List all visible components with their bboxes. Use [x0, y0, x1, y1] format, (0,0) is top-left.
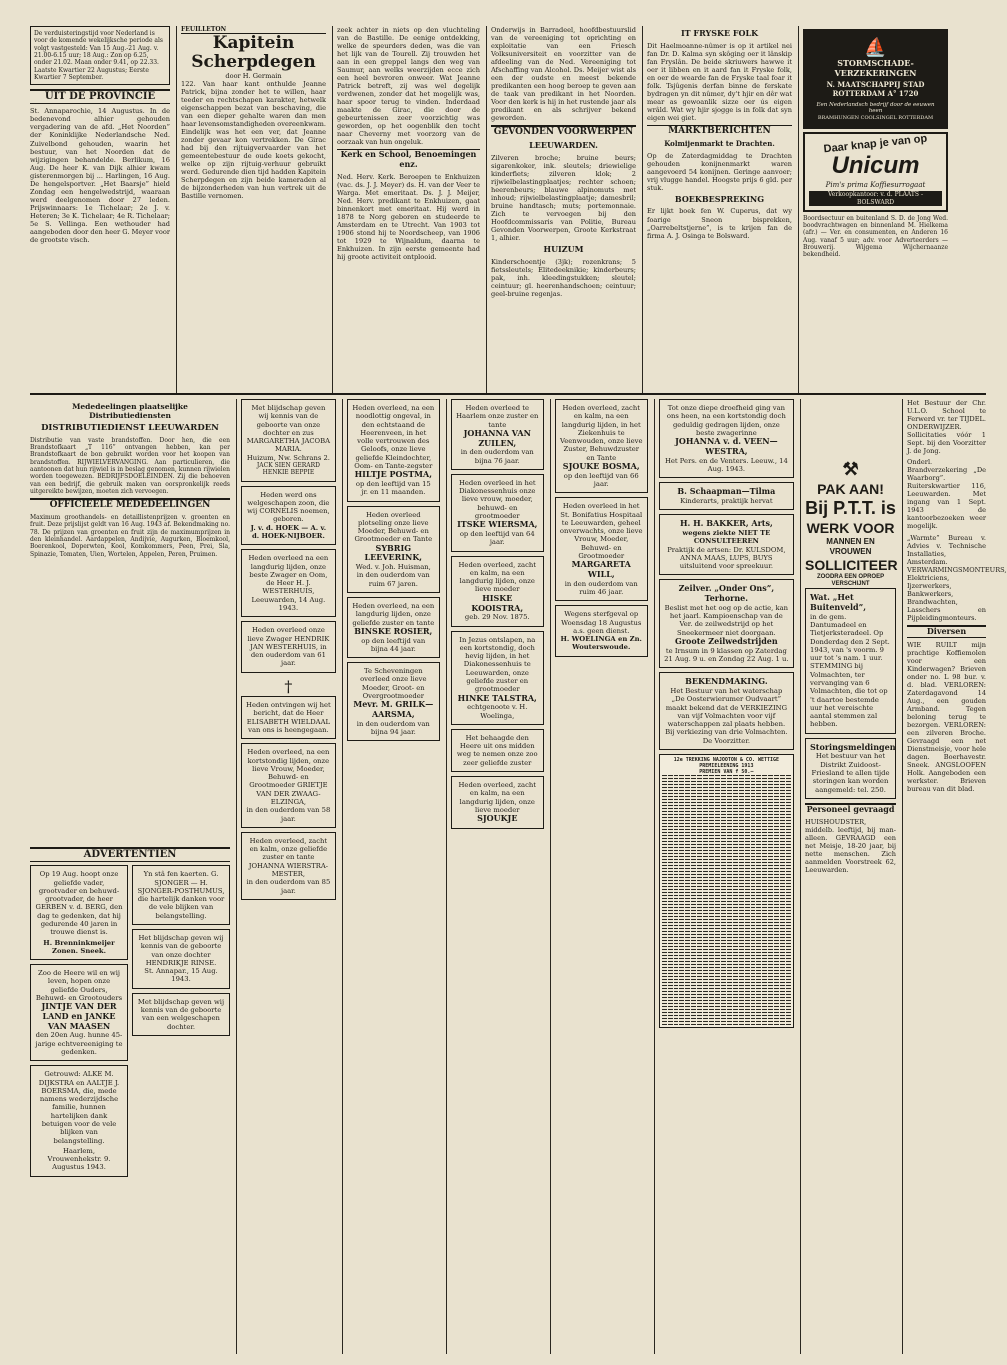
death-notice-5: Het behaagde den Heere uit ons midden weg te nemen onze zoo zeer geliefde zuster: [451, 729, 544, 772]
adv2-names: JINTJE VAN DER LAND en JANKE VAN MAASEN: [41, 1001, 117, 1031]
c5d6-text: Heden overleed, zacht en kalm, na een langdurig lijden, onze lieve moeder: [458, 780, 537, 814]
adv-birth-2: Met blijdschap geven wij kennis van de geboorte van een welgeschapen dochter.: [132, 993, 230, 1036]
bakker-notice: [659, 514, 794, 575]
classified-3: „Warmte” Bureau v. Advies v. Technische Installaties, Amsterdam. VERWARMINGSMONTEURS, Elektriciens, Ijzerwerkers, Bankwerkers, Brandwachten, Lasschers en Pijpleidingmonteurs.: [907, 533, 1007, 622]
huizum-text: Kinderschoentje (3jk); rozenkrans; 5 fietssleutels; Elitedeeknikie; kinderbeurs; pak, inh. kleedingstukken; sleutel; ceintuur; gl. heerenhandschoen; ceintuur; geel-bruine regenjas.: [491, 258, 636, 299]
c4d1-age: op den leeftijd van 15 jr. en 11 maanden.: [355, 480, 431, 497]
death-rosier: [347, 597, 440, 658]
classified-2: Onderl. Brandverzekering „De Waarborg”. Ruiterskwartier 116, Leeuwarden. Met ingang van 1 Sept. 1943 de kantoorbezoeken weer mogelijk.: [907, 458, 987, 531]
death1-text: Heden overleed na een langdurig lijden, onze beste Zwager en Oom, de Heer H. J. WESTERHUIS,: [248, 554, 329, 596]
birth-notice-2: [241, 486, 336, 546]
adv-jubilee: [30, 865, 128, 960]
feuilleton-title: Kapitein Scherpdegen: [191, 33, 316, 72]
ptt-line1: PAK AAN!: [817, 480, 884, 497]
buitenveld-notice: [805, 588, 896, 733]
feuilleton-text: 122. Van haar kant onthulde Jeanne Patrick, bijna zonder het te willen, haar teeder en rechtschapen karakter, hetwelk eigenschappen bezat van beschaving, die van een dieper gehalte waren dan men haar levensomstandigheden overeenkwam. Eindelijk was het een ver, dat Jeanne zonder gevaar kon vertrekken. De Girac had bij den rijtuigvervaarder van het gemeentebestuur de oude koets gekocht, welke op zijn rijtuig-verhuur gebruikt werd. Gedurende dien tijd hadden Kapitein Scherpdegen en zijn beide kameraden al de bijzonderheden van hun vertrek uit de Bastille vernomen.: [181, 79, 326, 201]
boek-text: Er lijkt boek fen W. Cuperus, dat wy foarige Sneon bisprekken, „Oarrebeltstjerne”, is te krijen fan de firma A. J. Osinga te Bolsward.: [647, 207, 792, 240]
c6d2-name: MARGARETA WILL,: [571, 559, 631, 579]
c4d3-text: Heden overleed, na een langdurig lijden, onze geliefde zuster en tante: [352, 602, 435, 627]
c5d4-age: echtgenoote v. H. Woelinga,: [467, 703, 528, 720]
bakker-sub: wegens ziekte NIET TE CONSULTEEREN: [682, 528, 771, 546]
death-wiersma: [451, 474, 544, 552]
zeil-name: Zeilver. „Onder Ons”, Terhorne.: [678, 583, 775, 604]
c6d1-age: op den leeftijd van 66 jaar.: [563, 471, 639, 488]
birth-notice-1: [241, 399, 336, 482]
bek-text: Het Bestuur van het waterschap „De Oosterwierumer Oudvaart” maakt bekend dat de VERKIEZING van vijf Volmachten voor vijf waterschappen zal plaats hebben. Bij verkiezing van drie Volmachten. De Voorzitter.: [665, 687, 788, 745]
diversen-text: WIE RUILT mijn prachtige Koffiemolen voor een Kinderwagen? Brieven onder no. L 98 bur. v. d. blad. VERLOREN: Zaterdagavond 14 Aug., een gouden Armband. Tegen beloning terug te bezorgen. VERLOREN: een zilveren Broche. Gevraagd een net Dienstmeisje, voor hele dagen. Boerhavestr. Sneek. ANGSLOOFEN Holk. Aangeboden een werkster. Brieven bureau van dit blad.: [907, 640, 987, 794]
adv1-text: Op 19 Aug. hoopt onze geliefde vader, grootvader en behuwd-grootvader, de heer GERBEN v. d. BERG, den dag te gedenken, dat hij gedurende 40 jaren in trouwe dienst is.: [35, 870, 123, 937]
death-leeverink: [347, 506, 440, 593]
c6-dank-name: JOHANNA v. d. VEEN—WESTRA,: [675, 436, 778, 456]
death5-text: Heden overleed, zacht en kalm, onze geliefde zuster en tante JOHANNA WIERSTRA-MESTER,: [248, 836, 329, 878]
bottom-col-5: [550, 399, 648, 1354]
personeel-text: HUISHOUDSTER, middelb. leeftijd, bij man-alleen. GEVRAAGD een net Meisje, 18-20 jaar, bij nette menschen. Zich aanmelden Voorstreek 62, Leeuwarden.: [805, 817, 897, 874]
cross-icon: †: [284, 676, 293, 696]
blackout-notice: De verduisteringstijd voor Nederland is voor de komende wekelijksche periode als volgt vastgesteld: Van 15 Aug.-21 Aug. v. 21.00-6.15 uur; 18 Aug.: Zon op 6.25, onder 21.02. Maan onder 9.41, op 22.33. Laatste Kwartier 22 Augustus; Eerste Kwartier 7 September.: [30, 26, 170, 85]
groote-name: Groote Zeilwedstrijden: [675, 636, 778, 646]
bottom-col-2: [236, 399, 336, 1354]
death-wierstra: [241, 832, 336, 900]
death-vanzuilen: [451, 399, 544, 470]
adv-col-b: [132, 865, 230, 1180]
top-col-1: [30, 26, 170, 393]
c5d2-name: ITSKE WIERSMA,: [457, 519, 538, 530]
kerk-continued: Onderwijs in Barradeel, hoofdbestuurslid van de vereeniging tot oprichting en exploitatie van een Friesch Volksuniversiteit en voorzitter van de afdeeling van de Ned. Vereeniging tot Afschaffing van Alcohol. Ds. Meijer wist als een der oudste en meest bekende predikanten een hoog beroep te geven aan de taak van predikant in het Noorden. Voor den kerk is hij in het rustende jaar als predikant en als schrijver bekend geworden.: [491, 26, 636, 123]
death-sjoukje: [451, 776, 544, 829]
gevonden-sub: LEEUWARDEN.: [529, 140, 598, 151]
stormschade-ad: [803, 29, 948, 129]
distrib-text: Distributie van vaste brandstoffen. Door hen, die een Brandstofkaart „T 116” ontvangen hebben, kan per Brandstofkaart de bon gebruikt worden voor het koopen van brandstoffen. RIJWIELVERVANGING. Aan particulieren, die aantoonen dat hun rijwiel is in beslag genomen, kunnen rijwielen worden toegewezen. BEDRIJFSDOELEINDEN. Zij die behoeven van een bedrijf, die gebruik maken van oorspronkelijk reeds uitgereikte bewijzen, moeten zich vervoegen.: [30, 436, 230, 495]
lottery-numbers: [662, 775, 791, 1025]
c5d4-name: HINKE TALSTRA,: [457, 692, 537, 703]
adv-birth-text: Het blijdschap geven wij kennis van de geboorte van onze dochter HENDRIKJE RINSE.: [138, 933, 224, 967]
distrib-title: Mededeelingen plaatselijke Distributiediensten: [72, 402, 188, 421]
classified-1: Het Bestuur der Chr. U.L.O. School te Ferwerd vr. ter TIJDEL. ONDERWIJZER. Sollicitaties vóór 1 Sept. bij den Voorzitter J. de Jong.: [907, 399, 987, 456]
provincie-title: UIT DE PROVINCIE: [30, 89, 170, 104]
zeil-notice: [659, 579, 794, 668]
c5d2-text: Heden overleed in het Diakonessenhuis onze lieve vrouw, moeder, behuwd- en grootmoeder: [458, 478, 536, 521]
top-col-2: [176, 26, 326, 393]
death-will: [555, 497, 648, 601]
birth1-place: Huizum, Nw. Schrans 2.: [246, 453, 330, 462]
officieel-text: Maximum groothandels- en detaillistenprijzen v. groenten en fruit. Deze prijslijst geldt van 16 Aug. 1943 af. Bekendmaking no. 78. De prijzen van groenten en fruit zijn de maximumprijzen in den kleinhandel. Aardappelen, Andijvie, Augurken, Bloemkool, Boerenkool, Doperwten, Kool, Komkommers, Peen, Prei, Sla, Spinazie, Tomaten, Uien, Wortelen, Appelen, Peren, Pruimen.: [30, 514, 230, 558]
gevonden-text: Zilveren broche; bruine beurs; sigarenkoker, ink. sleutels; driewielige kinderfiets; zilveren klok; 2 rijwielbelastingplaatjes; rechter schoen; heerenbeurs; blauwe alpinomuts met inhoud; rijwielbelastingplaatje; damesbril; bruine handtasch; muts; portemonnaie. Zich te vervoegen bij den Hoofdcommissaris van Politie, Bureau Gevonden Voorwerpen, Groote Kerkstraat 1, alhier.: [491, 154, 636, 243]
provincie-text: St. Annaparochie, 14 Augustus. In de bedenevond alhier gehouden vergadering van de afd. „Het Noorden” der Koninklijke Nederlandsche Ned. Zuivelbond gehouden, waarin het bestuur, van het Noorden dat de wijzigingen behandelde. Berlikum, 16 Aug. De heer K. van Dijk alhier kwam gisterenmorgen bij ... Harlingen, 16 Aug. De hengelsportver. „Het Baarsje” hield Zondag een hengelwedstrijd, waaraan werd deelgenomen door 27 leden. Prijswinnaars: 1e Tichelaar; 2e J. v. Heteren; 3e K. Tichelaar; 4e R. Tichelaar; 5e S. Vellinga. Een wethouder had aangeboden door den heer G. Meyer voor de grootste visch.: [30, 107, 170, 244]
kerk-text: Ned. Herv. Kerk. Beroepen te Enkhuizen (vac. ds. J. J. Meyer) ds. H. van der Veer te Warga. Met emeritaat. Ds. J. J. Meijer, Ned. Herv. predikant te Enkhuizen, gaat binnenkort met emeritaat. Hij werd in 1878 te Norg geboren en studeerde te Amsterdam en te Utrecht. Van 1903 tot 1906 stond hij te Noordscheep, van 1906 tot 1929 te Wijnaldum, daarna te Enkhuizen. In zijn eerste gemeente had hij groote activiteit ontplooid.: [337, 172, 480, 262]
distrib-sub: DISTRIBUTIEDIENST LEEUWARDEN: [41, 423, 219, 434]
ptt-line2: Bij P.T.T. is: [805, 498, 896, 519]
ship-icon: ⛵: [864, 37, 887, 58]
top-col-3: [332, 26, 480, 393]
adv2-post: den 20en Aug. hunne 45-jarige echtvereeniging te gedenken.: [35, 1031, 123, 1057]
c6-dank-text: Tot onze diepe droefheid ging van ons heen, na een kortstondig doch geduldig gedragen lijden, onze beste zwagerinne: [666, 404, 786, 437]
c5d1-text: Heden overleed te Haarlem onze zuster en tante: [456, 404, 539, 429]
adv-birth-place: St. Annapar., 15 Aug. 1943.: [144, 967, 218, 984]
top-section: [30, 26, 986, 395]
c5d1-age: in den ouderdom van bijna 76 jaar.: [460, 448, 534, 465]
unicum-slogan: Pim's prima Koffiesurrogaat: [825, 180, 926, 189]
c4d4-age: in den ouderdom van bijna 94 jaar.: [356, 719, 430, 737]
feuilleton-label: FEUILLETON: [181, 26, 326, 34]
death-westerhuis-2: Heden overleed onze lieve Zwager HENDRIK JAN WESTERHUIS, in den ouderdom van 61 jaar.: [241, 621, 336, 672]
c4d1-text: Heden overleed, na een noodlottig ongeval, in den echtstaand de Heerenveen, in het volle vertrouwen des Geloofs, onze lieve geliefde Kleindochter, Oom- en Tante-zegster: [352, 404, 435, 470]
unicum-seller: Verkoopkantoor: v. d. PLAATS - BOLSWARD: [809, 191, 942, 206]
top-col-4: [486, 26, 636, 393]
birth2-sign: J. v. d. HOEK — A. v. d. HOEK-NIJBOER.: [250, 523, 327, 540]
death-talstra: [451, 631, 544, 725]
storm-sub: BRAMHUNGEN COOLSINGEL ROTTERDAM: [817, 114, 934, 121]
storm-title: STORMSCHADE-VERZEKERINGEN: [834, 57, 917, 78]
c6d1-name: SJOUKE BOSMA,: [562, 460, 640, 471]
storing-title: Storingsmeldingen: [810, 741, 896, 752]
death-grilk: [347, 662, 440, 741]
death-wieldaal: Heden ontvingen wij het bericht, dat de Heer ELISABETH WIELDAAL van ons is heengegaan.: [241, 696, 336, 739]
officieel-title: OFFICIEELE MEDEDEELINGEN: [30, 498, 230, 511]
bakker-name: H. H. BAKKER, Arts,: [679, 518, 773, 529]
unicum-ad: [803, 132, 948, 212]
adv-title: ADVERTENTIEN: [30, 847, 230, 862]
bottom-col-6: [654, 399, 794, 1354]
c6d1-text: Heden overleed, zacht en kalm, na een langdurig lijden, in het Ziekenhuis te Veenwouden, onze lieve Zuster, Behuwdzuster en Tante: [559, 404, 643, 462]
markt-sub: Kolmijenmarkt te Drachten.: [664, 139, 775, 149]
c4d1-name: HILTJE POSTMA,: [354, 469, 433, 480]
c6d2-text: Heden overleed in het St. Bonifatius Hospitaal te Leeuwarden, geheel onverwachts, onze lieve Vrouw, Moeder, Behuwd- en Grootmoeder: [559, 502, 643, 560]
closed-text: Wegens sterfgeval op Woensdag 18 Augustus a.s. geen dienst.: [561, 610, 642, 635]
fryske-title: IT FRYSKE FOLK: [680, 28, 759, 38]
death1-sign: Leeuwarden, 14 Aug. 1943.: [251, 595, 326, 612]
buitenveld-title: Wat. „Het Buitenveld”,: [810, 592, 866, 613]
adv-birth: [132, 929, 230, 989]
c5d4-text: In Jezus ontslapen, na een kortstondig, doch hevig lijden, in het Diakonessenhuis te Leeuwarden, onze geliefde zuster en grootmoeder: [459, 635, 536, 694]
birth1-text: Met blijdschap geven wij kennis van de geboorte van onze dochter en zus MARGARETHA JACOBA MARIA.: [246, 404, 331, 454]
bottom-col-3: [342, 399, 440, 1354]
c5d3-text: Heden overleed, zacht en kalm, na een langdurig lijden, onze lieve moeder: [458, 560, 537, 594]
ptt-line4: MANNEN EN VROUWEN: [826, 537, 875, 556]
zeil-text: Beslist met het oog op de actie, kan het jaarl. Kampioenschap van de Ver. de zeilwedstrijd op het Sneekermeer niet doorgaan.: [664, 603, 789, 637]
adv2-pre: Zoo de Heere wil en wij leven, hopen onze geliefde Ouders, Behuwd- en Grootouders: [35, 969, 123, 1002]
adv-col-a: [30, 865, 128, 1180]
c4d2-age: Wed. v. Joh. Huisman, in den ouderdom van ruim 67 jaren.: [355, 563, 431, 588]
huizum-title: HUIZUM: [543, 244, 584, 255]
storing-text: Het bestuur van het Distrikt Zuidoost-Friesland te allen tijde storingen kan worden aangemeld: tel. 250.: [811, 752, 890, 794]
personeel-title: Personeel gevraagd: [806, 803, 895, 814]
schaapman-notice: [659, 482, 794, 510]
storm-company: N. MAATSCHAPPIJ STAD ROTTERDAM A° 1720: [826, 80, 925, 98]
buitenveld-text: in de gem. Dantumadeel en Tietjerksteradeel. Op Donderdag den 2 Sept. 1943, van 's voorm. 9 uur tot 's nam. 1 uur. STEMMING bij Volmachten, ter vervanging van 6 Volmachten, die tot op 't daartoe bestemde uur het vereischte aantal stemmen zal hebben.: [810, 612, 890, 729]
schaapman-name: B. Schaapman—Tilma: [677, 486, 776, 497]
bakker-text: Praktijk de artsen: Dr. KULSDOM, ANNA MAAS, LUPS, BUYS uitsluitend voor spreekuur.: [667, 545, 786, 571]
death-elzinga: [241, 743, 336, 828]
death-kooistra: [451, 556, 544, 627]
c4d2-name: SYBRIG LEEVERINK,: [364, 542, 423, 563]
boek-title: BOEKBESPREKING: [674, 193, 765, 204]
bottom-col-7: [800, 399, 896, 1354]
c4d2-text: Heden overleed plotseling onze lieve Moeder, Behuwd- en Grootmoeder en Tante: [354, 510, 433, 544]
lottery-sub: PREMIEN VAN f 50.—: [699, 769, 754, 776]
death-westerhuis: [241, 549, 336, 617]
adv-row: [30, 865, 230, 1180]
death-westra: [659, 399, 794, 478]
death4-text: Heden overleed, na een kortstondig lijden, onze lieve Vrouw, Moeder, Behuwd- en Grootmoeder GRIETJE VAN DER ZWAAG-ELZINGA,: [247, 748, 330, 806]
bek-title: BEKENDMAKING.: [685, 676, 768, 687]
bottom-col-4: [446, 399, 544, 1354]
top-col-5: [642, 26, 792, 393]
top-col-6: [798, 26, 948, 393]
c5d3-name: HISKE KOOISTRA,: [471, 592, 524, 613]
diversen-title: Diversen: [907, 625, 986, 638]
closed-sign: H. WOELINGA en Zn. Wouterswoude.: [560, 635, 642, 652]
dentist-notice: Boordsectuur en buitenland S. D. de Jong Wed. boodvrachtwagen en binnenland M. Hielkema (afr.) — Ver. en consumenten, en Anderen 16 Aug. vanaf 5 uur; adv. voor Adverteerders — Brouwerij. Wijgema Wijchernaanze bekendheid.: [803, 214, 948, 259]
feuilleton-continued: zeek achter in niets op den vluchteling van de Bastille. De eenige ontdekking, welke de speurders deden, was die van het lijk van de Tourell. Zij trouwden het aan in een greppel langs den weg van Saumur, aan welks weerzijden ecce zich een heel bevroren onweer. Wat Jeanne Patrick betreft, zij was wel degelijk verdwenen, zonder dat het mogelijk was, haar spoor terug te vinden. Inderdaad maakte de Girac, die door de gebeurtenissen zeer voorzichtig was geworden, op het oogenblik den tocht naar Cheverny met voorzorg van de oorzaak van hun ongeluk.: [337, 26, 480, 147]
gevonden-title: GEVONDEN VOORWERPEN: [491, 125, 636, 138]
closed-notice: [555, 605, 648, 656]
schaapman-sub: Kinderarts, praktijk hervat: [680, 496, 773, 505]
kerk-title: Kerk en School, Benoemingen enz.: [337, 149, 480, 170]
c4d3-age: op den leeftijd van bijna 44 jaar.: [361, 636, 426, 653]
ptt-ad: [805, 459, 896, 588]
death5-age: in den ouderdom van 85 jaar.: [246, 878, 331, 895]
c6-dank-place: Het Pers. en de Venters. Leeuw., 14 Aug. 1943.: [664, 456, 788, 473]
c4d4-name: Mevr. M. GRILK—AARSMA,: [353, 699, 434, 720]
adv-anniversary: [30, 964, 128, 1061]
adv3-text: Getrouwd: ALKE M. DIJKSTRA en AALTJE J. BOERSMA, die, mede namens wederzijdsche familie, hunnen hartelijken dank betuigen voor de vele blijken van belangstelling.: [38, 1070, 120, 1145]
c5d2-age: op den leeftijd van 64 jaar.: [459, 530, 535, 547]
c5d1-name: JOHANNA VAN ZUILEN,: [463, 427, 531, 448]
bottom-section: [30, 399, 1007, 1354]
death-bosma: [555, 399, 648, 493]
adv1-sign: H. Brenninkmeijer Zonen. Sneek.: [43, 938, 115, 955]
markt-title: MARKTBERICHTEN: [647, 125, 792, 137]
groote-text: te Irnsum in 9 klassen op Zaterdag 21 Aug. 9 u. en Zondag 22 Aug. 1 u.: [664, 646, 789, 664]
lottery-table: [659, 754, 794, 1028]
bek-notice: [659, 672, 794, 750]
c4d3-name: BINSKE ROSIER,: [354, 625, 433, 636]
storing-notice: [805, 738, 896, 799]
bottom-col-8: [902, 399, 1007, 1354]
ptt-line3: WERK VOOR: [806, 519, 895, 536]
worker-icon: ⚒: [842, 459, 859, 479]
feuilleton-author: door H. Germain: [225, 71, 282, 80]
unicum-line1: Daar knap je van op: [823, 132, 928, 156]
death-postma: [347, 399, 440, 502]
markt-text: Op de Zaterdagmiddag te Drachten gehouden konijnenmarkt waren aangevoerd 54 konijnen. Geringe aanvoer; vrij vlugge handel. Hoogste prijs 6 gld. per stuk.: [647, 151, 792, 192]
birth2-text: Heden werd ons welgeschapen zoon, die wij CORNELIS noemen, geboren.: [247, 490, 330, 524]
c5d3-age: geb. 29 Nov. 1875.: [464, 613, 530, 622]
birth1-siblings: JACK SIEN GERARD HENKIE BEPPIE: [256, 461, 320, 477]
bottom-col-1: [30, 399, 230, 1354]
adv-married: [30, 1065, 128, 1176]
unicum-brand: Unicum: [831, 152, 920, 180]
ptt-line6: ZOODRA EEN OPROEP VERSCHIJNT: [816, 573, 885, 587]
death4-age: in den ouderdom van 58 jaar.: [246, 806, 331, 823]
c4d4-text: Te Scheveningen overleed onze lieve Moeder, Groot- en Overgrootmoeder: [360, 667, 427, 701]
storm-slogan: Een Nederlandsch bedrijf door de eeuwen heen: [816, 101, 935, 115]
lottery-title: 12e TREKKING NAJOOTON & CO. WETTIGE PREMIELEENING 1913: [673, 757, 780, 770]
ptt-line5: SOLLICITEER: [805, 556, 898, 573]
fryske-text: Dit Haelmoanne-nûmer is op it artikel nei fan Dr. D. Kalma syn skôging oer it lânskip fan Fryslân. De beide skriuwers hawwe it oer it libben en it aard fan it Fryske folk, en oer de wearde fan de Fryske taal foar it folk. Tsjûgenis derfan binne de ferskate bydragen yn dit nûmer, dy't hjir en dêr wat mear as gewoanlik sizze oer ús eigen wrâld. Wat wy hjir sjogge is in folk dat syn eigen wei giet.: [647, 41, 792, 123]
c5d6-name: SJOUKJE: [477, 813, 518, 824]
c6d2-age: in den ouderdom van ruim 46 jaar.: [564, 579, 638, 597]
adv3-sign: Haarlem, Vrouwenhekstr. 9. Augustus 1943.: [47, 1146, 111, 1172]
adv-posthumus: Yn stâ fen kaerten. G. SJONGER — H. SJONGER-POSTHUMUS, die hartelijk danken voor de vele blijken van belangstelling.: [132, 865, 230, 925]
